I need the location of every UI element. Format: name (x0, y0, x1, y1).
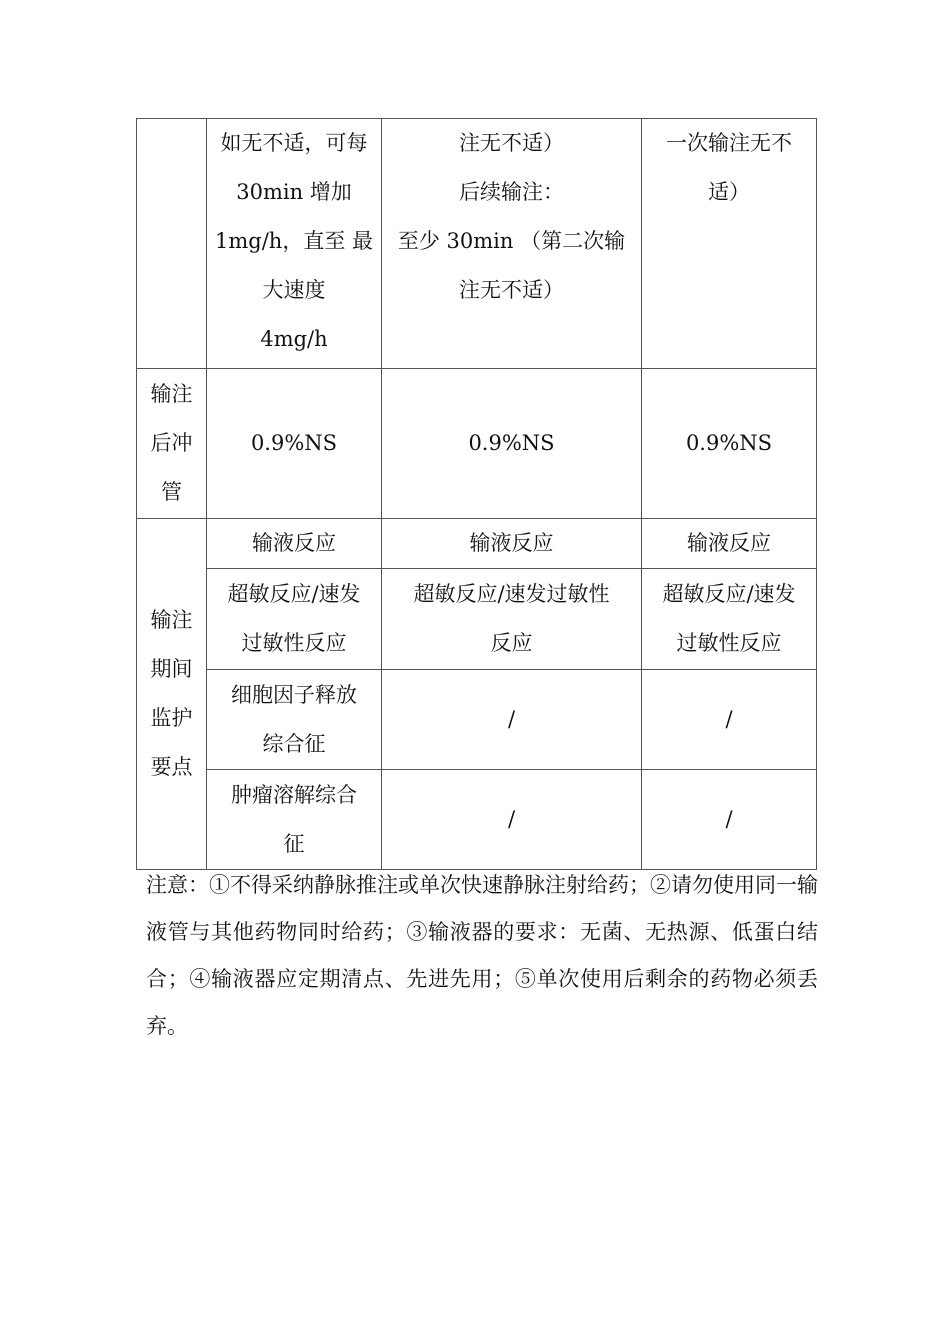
table-row-monitor (137, 770, 817, 870)
cell-monitor-item: 肿瘤溶解综合 征 (207, 770, 382, 870)
cell-flush-value: 0.9%NS (207, 369, 382, 519)
cell-first-infusion-note: 一次输注无不 适） (642, 119, 817, 369)
row-label-monitor: 输注 期间 监护 要点 (137, 519, 207, 870)
cell-monitor-item: 细胞因子释放 综合征 (207, 670, 382, 770)
cell-monitor-item: / (382, 670, 642, 770)
cell-rate-increase: 如无不适，可每 30min 增加 1mg/h，直至 最 大速度 4mg/h (207, 119, 382, 369)
cell-monitor-item: 超敏反应/速发 过敏性反应 (207, 569, 382, 670)
cell-flush-value: 0.9%NS (642, 369, 817, 519)
cell-monitor-item: / (642, 670, 817, 770)
table-row-monitor (137, 670, 817, 770)
cell-monitor-item: / (642, 770, 817, 870)
dosing-table (136, 118, 817, 870)
table-row-monitor (137, 519, 817, 569)
table-row-flush (137, 369, 817, 519)
cell-monitor-item: 超敏反应/速发过敏性 反应 (382, 569, 642, 670)
cell-monitor-item: 输液反应 (382, 519, 642, 569)
cell-monitor-item: 超敏反应/速发 过敏性反应 (642, 569, 817, 670)
cell-monitor-item: / (382, 770, 642, 870)
table-row-continuation (137, 119, 817, 369)
row-label-empty (137, 119, 207, 369)
table-row-monitor (137, 569, 817, 670)
cell-monitor-item: 输液反应 (642, 519, 817, 569)
cell-flush-value: 0.9%NS (382, 369, 642, 519)
notes-paragraph: 注意：①不得采纳静脉推注或单次快速静脉注射给药；②请勿使用同一输液管与其他药物同时给药；③输液器的要求：无菌、无热源、低蛋白结合；④输液器应定期清点、先进先用；⑤单次使用后剩余的药物必须丢弃。 (146, 873, 818, 1038)
row-label-flush: 输注 后冲 管 (137, 369, 207, 519)
cell-monitor-item: 输液反应 (207, 519, 382, 569)
cell-subsequent-infusion: 注无不适） 后续输注： 至少 30min （第二次输 注无不适） (382, 119, 642, 369)
